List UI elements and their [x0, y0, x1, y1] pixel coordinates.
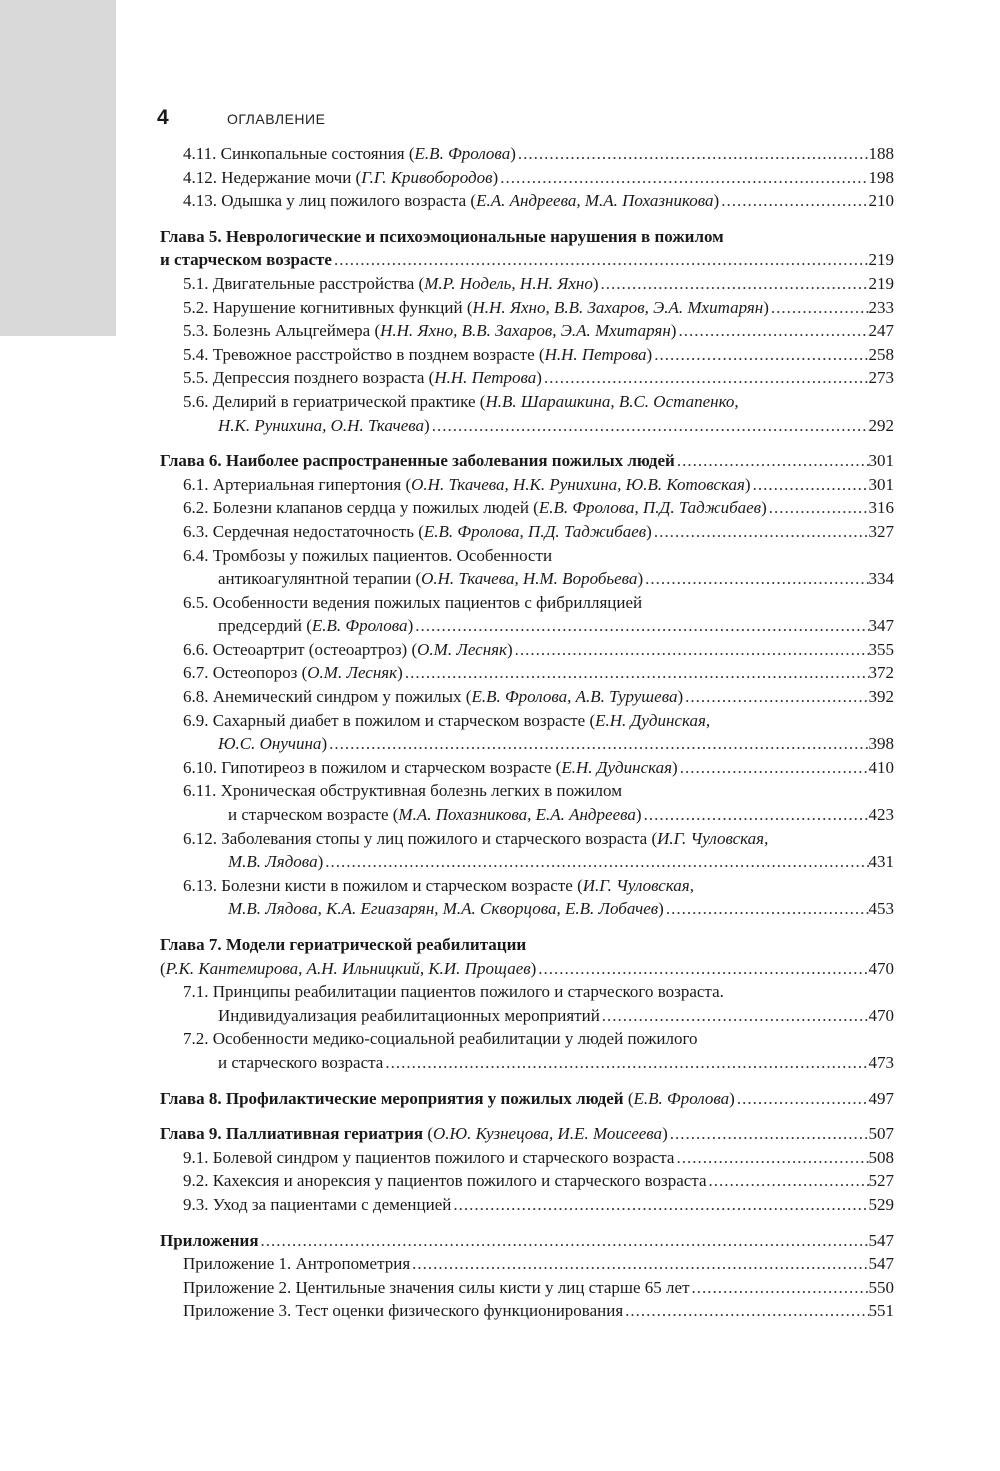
appendices-heading[interactable]: Приложения ..... 547 — [160, 1229, 894, 1253]
toc-entry-6-13-cont[interactable]: М.В. Лядова, К.А. Егиазарян, М.А. Скворцова, Е.В. Лобачев) ..... 453 — [160, 897, 894, 921]
toc-page: 508 — [868, 1147, 894, 1167]
toc-entry-6-9-cont[interactable]: Ю.С. Онучина) ..... 398 — [160, 732, 894, 756]
toc-entry-9-3[interactable]: 9.3. Уход за пациентами с деменцией ..... 529 — [160, 1193, 894, 1217]
toc-page: 547 — [868, 1254, 894, 1274]
toc-page: 210 — [868, 191, 894, 211]
toc-page: 392 — [868, 687, 894, 707]
page-number: 4 — [157, 106, 169, 129]
toc-entry-appendix-1[interactable]: Приложение 1. Антропометрия ..... 547 — [160, 1252, 894, 1276]
chapter-7-authors[interactable]: (Р.К. Кантемирова, А.Н. Ильницкий, К.И. Прощаев) ..... 470 — [160, 957, 894, 981]
toc-section-ch7 — [160, 933, 894, 1075]
chapter-7-heading[interactable]: Глава 7. Модели гериатрической реабилитации — [160, 935, 527, 954]
toc-page: 453 — [868, 899, 894, 919]
toc-section-ch4-tail — [160, 142, 894, 213]
toc-page: 473 — [868, 1052, 894, 1072]
toc-entry-7-1[interactable]: 7.1. Принципы реабилитации пациентов пожилого и старческого возраста. — [183, 982, 724, 1002]
toc-page: 497 — [868, 1088, 894, 1108]
toc-page: 258 — [868, 344, 894, 364]
toc-page: 470 — [868, 1005, 894, 1025]
toc-entry-6-11-cont[interactable]: и старческом возрасте (М.А. Похазникова, Е.А. Андреева) ..... 423 — [160, 803, 894, 827]
toc-entry-6-12-cont[interactable]: М.В. Лядова) ..... 431 — [160, 850, 894, 874]
toc-section-ch8 — [160, 1087, 894, 1111]
toc-entry-6-12[interactable]: 6.12. Заболевания стопы у лиц пожилого и старческого возраста (И.Г. Чуловская, — [183, 828, 769, 848]
toc-entry-7-2[interactable]: 7.2. Особенности медико-социальной реабилитации у людей пожилого — [183, 1029, 698, 1049]
toc-page: 431 — [868, 852, 894, 872]
toc-entry-6-13[interactable]: 6.13. Болезни кисти в пожилом и старческом возрасте (И.Г. Чуловская, — [183, 875, 694, 895]
toc-page: 301 — [868, 474, 894, 494]
toc-page: 507 — [868, 1124, 894, 1144]
toc-entry-9-1[interactable]: 9.1. Болевой синдром у пациентов пожилого и старческого возраста ..... 508 — [160, 1146, 894, 1170]
toc-page: 301 — [868, 451, 894, 471]
toc-entry-5-6[interactable]: 5.6. Делирий в гериатрической практике (Н.В. Шарашкина, В.С. Остапенко, — [183, 391, 739, 411]
toc-entry-6-5-cont[interactable]: предсердий (Е.В. Фролова) ..... 347 — [160, 614, 894, 638]
toc-entry-6-10[interactable]: 6.10. Гипотиреоз в пожилом и старческом возрасте (Е.Н. Дудинская) ..... 410 — [160, 756, 894, 780]
toc-page: 273 — [868, 368, 894, 388]
toc-page: 198 — [868, 167, 894, 187]
toc-page: 347 — [868, 616, 894, 636]
toc-entry-6-5[interactable]: 6.5. Особенности ведения пожилых пациентов с фибрилляцией — [183, 592, 643, 612]
chapter-6-heading[interactable]: Глава 6. Наиболее распространенные заболевания пожилых людей ..... 301 — [160, 449, 894, 473]
chapter-5-heading-cont[interactable]: и старческом возрасте ..... 219 — [160, 248, 894, 272]
toc-entry-6-1[interactable]: 6.1. Артериальная гипертония (О.Н. Ткачева, Н.К. Рунихина, Ю.В. Котовская) ..... 301 — [160, 473, 894, 497]
toc-page: 423 — [868, 805, 894, 825]
page-header — [157, 106, 325, 136]
toc-entry-5-4[interactable]: 5.4. Тревожное расстройство в позднем возрасте (Н.Н. Петрова) ..... 258 — [160, 343, 894, 367]
toc-entry-6-4[interactable]: 6.4. Тромбозы у пожилых пациентов. Особенности — [183, 545, 553, 565]
toc-entry-appendix-3[interactable]: Приложение 3. Тест оценки физического функционирования ..... 551 — [160, 1299, 894, 1323]
toc-page: 398 — [868, 734, 894, 754]
toc-entry-6-6[interactable]: 6.6. Остеоартрит (остеоартроз) (О.М. Лесняк) ..... 355 — [160, 638, 894, 662]
toc-page: 551 — [868, 1301, 894, 1321]
toc-entry-6-11[interactable]: 6.11. Хроническая обструктивная болезнь легких в пожилом — [183, 781, 622, 801]
running-title: ОГЛАВЛЕНИЕ — [227, 111, 326, 127]
toc-page: 292 — [868, 415, 894, 435]
toc-page: 372 — [868, 663, 894, 683]
toc-entry-7-1-cont[interactable]: Индивидуализация реабилитационных мероприятий ..... 470 — [160, 1004, 894, 1028]
toc-page: 410 — [868, 757, 894, 777]
toc-entry-7-2-cont[interactable]: и старческого возраста ..... 473 — [160, 1051, 894, 1075]
toc-entry-6-7[interactable]: 6.7. Остеопороз (О.М. Лесняк) ..... 372 — [160, 661, 894, 685]
toc-page: 355 — [868, 639, 894, 659]
toc-page: 547 — [868, 1230, 894, 1250]
toc-section-ch5 — [160, 225, 894, 437]
toc-page: 233 — [868, 297, 894, 317]
toc-section-ch9 — [160, 1122, 894, 1216]
toc-entry-6-3[interactable]: 6.3. Сердечная недостаточность (Е.В. Фролова, П.Д. Таджибаев) ..... 327 — [160, 520, 894, 544]
toc-entry-5-3[interactable]: 5.3. Болезнь Альцгеймера (Н.Н. Яхно, В.В. Захаров, Э.А. Мхитарян) ..... 247 — [160, 319, 894, 343]
toc-page: 247 — [868, 321, 894, 341]
toc-page: 550 — [868, 1277, 894, 1297]
toc-page: 188 — [868, 144, 894, 163]
toc-entry-5-1[interactable]: 5.1. Двигательные расстройства (М.Р. Нодель, Н.Н. Яхно) ..... 219 — [160, 272, 894, 296]
toc-entry-6-2[interactable]: 6.2. Болезни клапанов сердца у пожилых людей (Е.В. Фролова, П.Д. Таджибаев) ..... 316 — [160, 496, 894, 520]
chapter-5-heading[interactable]: Глава 5. Неврологические и психоэмоциональные нарушения в пожилом — [160, 226, 724, 246]
toc-entry-6-8[interactable]: 6.8. Анемический синдром у пожилых (Е.В. Фролова, А.В. Турушева) ..... 392 — [160, 685, 894, 709]
chapter-9-heading[interactable]: Глава 9. Паллиативная гериатрия (О.Ю. Кузнецова, И.Е. Моисеева) ..... 507 — [160, 1122, 894, 1146]
toc-page: 219 — [868, 250, 894, 270]
side-margin-bar — [0, 0, 116, 336]
toc-entry-6-9[interactable]: 6.9. Сахарный диабет в пожилом и старческом возрасте (Е.Н. Дудинская, — [183, 710, 711, 730]
toc-page: 527 — [868, 1171, 894, 1191]
toc-page: 327 — [868, 521, 894, 541]
toc-entry-6-4-cont[interactable]: антикоагулянтной терапии (О.Н. Ткачева, Н.М. Воробьева) ..... 334 — [160, 567, 894, 591]
toc-section-ch6 — [160, 449, 894, 921]
toc-page: 529 — [868, 1194, 894, 1214]
toc-entry-4-12[interactable]: 4.12. Недержание мочи (Г.Г. Кривобородов) ..... 198 — [160, 166, 894, 190]
toc-entry-appendix-2[interactable]: Приложение 2. Центильные значения силы кисти у лиц старше 65 лет ..... 550 — [160, 1276, 894, 1300]
toc-entry-9-2[interactable]: 9.2. Кахексия и анорексия у пациентов пожилого и старческого возраста ..... 527 — [160, 1169, 894, 1193]
toc-page: 334 — [868, 569, 894, 589]
toc-page: 470 — [868, 958, 894, 978]
toc-page: 316 — [868, 498, 894, 518]
toc-entry-5-2[interactable]: 5.2. Нарушение когнитивных функций (Н.Н. Яхно, В.В. Захаров, Э.А. Мхитарян) ..... 233 — [160, 296, 894, 320]
toc-entry-5-5[interactable]: 5.5. Депрессия позднего возраста (Н.Н. Петрова) ..... 273 — [160, 366, 894, 390]
toc-entry-5-6-cont[interactable]: Н.К. Рунихина, О.Н. Ткачева) ..... 292 — [160, 414, 894, 438]
chapter-8-heading[interactable]: Глава 8. Профилактические мероприятия у пожилых людей (Е.В. Фролова) ..... 497 — [160, 1087, 894, 1111]
table-of-contents — [160, 142, 894, 1335]
toc-page: 219 — [868, 273, 894, 293]
toc-entry-4-13[interactable]: 4.13. Одышка у лиц пожилого возраста (Е.А. Андреева, М.А. Похазникова) ..... 210 — [160, 189, 894, 213]
toc-section-appendices — [160, 1229, 894, 1323]
toc-entry-4-11[interactable]: 4.11. Синкопальные состояния (Е.В. Фролова) ..... 188 — [160, 142, 894, 166]
